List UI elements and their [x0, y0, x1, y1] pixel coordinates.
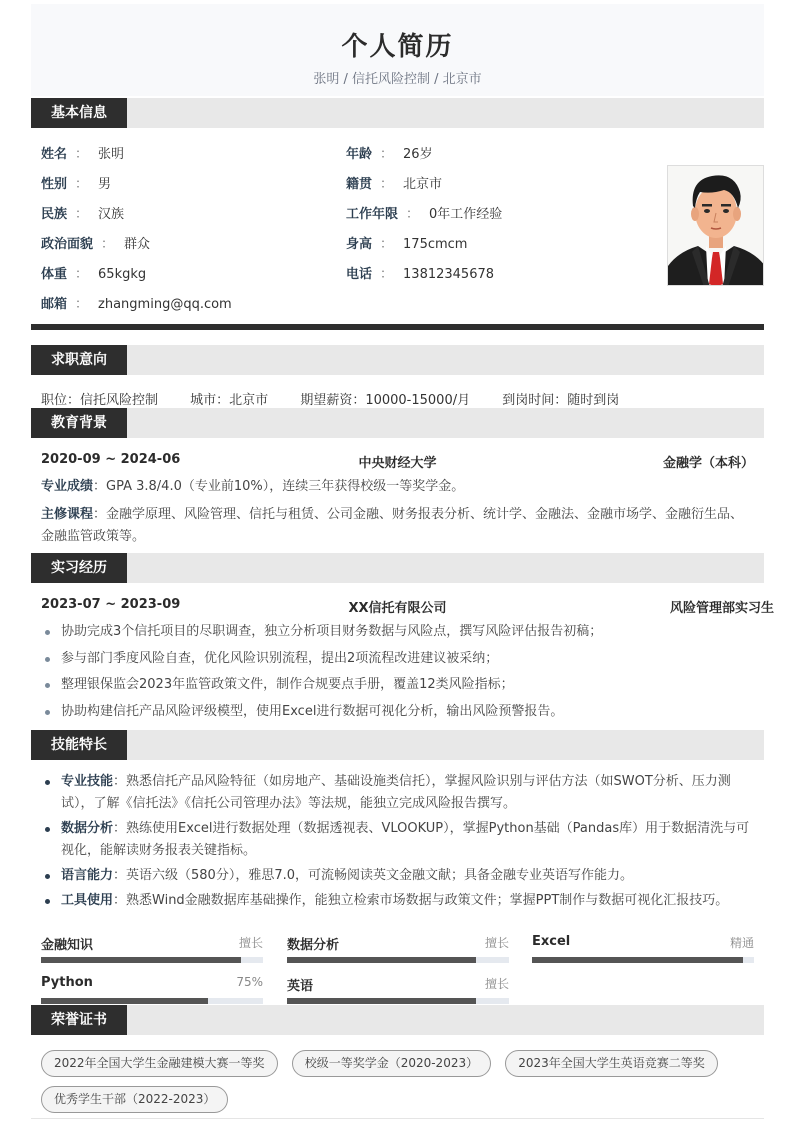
- skill-bar-fill: [287, 998, 476, 1004]
- skill-bar-track: [532, 957, 754, 963]
- skill-label: 专业技能: [61, 774, 114, 789]
- education-school: 中央财经大学: [358, 456, 437, 471]
- divider: [31, 324, 764, 330]
- section-title: 教育背景: [31, 408, 127, 438]
- skill-bar-name: 数据分析: [287, 938, 340, 953]
- list-item: [41, 771, 761, 815]
- section-header-honors: [31, 1005, 764, 1035]
- section-title: 基本信息: [31, 98, 127, 128]
- info-value: 北京市: [403, 177, 443, 192]
- skill-bar-level: 擅长: [484, 936, 509, 950]
- skill-text: ：熟练使用Excel进行数据处理（数据透视表、VLOOKUP），掌握Python基础（Pandas库）用于数据清洗与可视化，能解读财务报表关键指标。: [61, 821, 750, 858]
- list-item: 整理银保监会2023年监管政策文件，制作合规要点手册，覆盖12类风险指标；: [41, 674, 761, 696]
- skill-label: 语言能力: [61, 868, 114, 883]
- list-item: 参与部门季度风险自查，优化风险识别流程，提出2项流程改进建议被采纳；: [41, 648, 761, 670]
- info-label: 邮箱: [41, 297, 68, 312]
- section-header-internship: [31, 553, 764, 583]
- colon: ：: [75, 147, 89, 162]
- info-value: 男: [98, 177, 112, 192]
- info-value: 175cmcm: [403, 237, 468, 252]
- skill-bar-name: Excel: [532, 934, 571, 949]
- internship-role: 风险管理部实习生: [669, 601, 774, 616]
- skill-bar-fill: [287, 957, 476, 963]
- skill-bar-track: [287, 998, 509, 1004]
- info-email: [41, 293, 232, 312]
- info-weight: [41, 263, 146, 282]
- list-item: [41, 865, 761, 887]
- section-header-skills: [31, 730, 764, 760]
- info-label: 姓名: [41, 147, 68, 162]
- education-major: 金融学（本科）: [662, 456, 754, 471]
- skill-bar-level: 精通: [729, 936, 754, 950]
- courses-label: 主修课程: [41, 507, 94, 522]
- honor-badge: 校级一等奖学金（2020-2023）: [292, 1050, 491, 1077]
- skill-text: ：熟悉信托产品风险特征（如房地产、基础设施类信托），掌握风险识别与评估方法（如SWOT分析、压力测试），了解《信托法》《信托公司管理办法》等法规，能独立完成风险报告撰写。: [61, 774, 731, 811]
- info-age: [346, 143, 433, 162]
- info-hometown: [346, 173, 442, 192]
- colon: ：: [380, 267, 394, 282]
- skill-text: ：英语六级（580分），雅思7.0，可流畅阅读英文金融文献；具备金融专业英语写作能力。: [113, 868, 634, 883]
- skill-bar-level: 75%: [236, 975, 263, 989]
- colon: ：: [380, 147, 394, 162]
- info-label: 性别: [41, 177, 68, 192]
- colon: ：: [380, 237, 394, 252]
- colon: ：: [75, 177, 89, 192]
- colon: ：: [101, 237, 115, 252]
- list-item: 协助构建信托产品风险评级模型，使用Excel进行数据可视化分析，输出风险预警报告。: [41, 701, 761, 723]
- info-label: 身高: [346, 237, 373, 252]
- info-label: 民族: [41, 207, 68, 222]
- skill-bar-name: 金融知识: [41, 938, 94, 953]
- skill-bar-track: [287, 957, 509, 963]
- info-value: 26岁: [403, 147, 433, 162]
- education-courses: [41, 504, 756, 548]
- skill-bar-fill: [41, 998, 208, 1004]
- skill-label: 数据分析: [61, 821, 114, 836]
- honor-badge: 优秀学生干部（2022-2023）: [41, 1086, 228, 1113]
- info-phone: [346, 263, 494, 282]
- colon: ：: [75, 267, 89, 282]
- skill-bar-level: 擅长: [484, 977, 509, 991]
- profile-photo: [667, 165, 764, 286]
- info-value[interactable]: zhangming@qq.com: [98, 297, 232, 312]
- intent-salary: 期望薪资：10000-15000/月: [300, 393, 471, 408]
- info-height: [346, 233, 467, 252]
- skill-text: ：熟悉Wind金融数据库基础操作，能独立检索市场数据与政策文件；掌握PPT制作与数据可视化汇报技巧。: [113, 893, 729, 908]
- internship-period: 2023-07 ~ 2023-09: [41, 597, 181, 612]
- resume-header: [31, 4, 764, 96]
- info-gender: [41, 173, 111, 192]
- internship-bullets: [41, 621, 761, 727]
- info-political-status: [41, 233, 150, 252]
- section-header-basic-info: [31, 98, 764, 128]
- skill-bar-fill: [41, 957, 241, 963]
- gpa-label: 专业成绩: [41, 479, 94, 494]
- avatar-portrait-icon: [668, 166, 764, 286]
- page-subtitle: 张明 / 信托风险控制 / 北京市: [313, 72, 482, 87]
- info-name: [41, 143, 124, 162]
- skill-label: 工具使用: [61, 893, 114, 908]
- skill-bar-level: 擅长: [238, 936, 263, 950]
- colon: ：: [406, 207, 420, 222]
- info-value: 0年工作经验: [429, 207, 503, 222]
- list-item: 协助完成3个信托项目的尽职调查，独立分析项目财务数据与风险点，撰写风险评估报告初稿；: [41, 621, 761, 643]
- intent-city: 城市：北京市: [190, 393, 269, 408]
- section-title: 技能特长: [31, 730, 127, 760]
- colon: ：: [75, 297, 89, 312]
- honor-badge: 2023年全国大学生英语竞赛二等奖: [505, 1050, 718, 1077]
- honors-list: [41, 1050, 761, 1122]
- skill-bar-track: [41, 998, 263, 1004]
- section-title: 荣誉证书: [31, 1005, 127, 1035]
- intent-position: 职位：信托风险控制: [41, 393, 159, 408]
- info-value: 13812345678: [403, 267, 495, 282]
- skills-bullets: [41, 771, 761, 915]
- section-title: 求职意向: [31, 345, 127, 375]
- list-item: [41, 890, 761, 912]
- intent-availability: 到岗时间：随时到岗: [502, 393, 620, 408]
- info-value: 张明: [98, 147, 125, 162]
- info-ethnicity: [41, 203, 124, 222]
- internship-company: XX信托有限公司: [348, 601, 447, 616]
- section-header-education: [31, 408, 764, 438]
- info-value: 65kgkg: [98, 267, 147, 282]
- info-label: 年龄: [346, 147, 373, 162]
- gpa-text: ：GPA 3.8/4.0（专业前10%），连续三年获得校级一等奖学金。: [93, 479, 465, 494]
- section-header-job-intent: [31, 345, 764, 375]
- info-value: 汉族: [98, 207, 125, 222]
- skill-bar-fill: [532, 957, 743, 963]
- info-label: 工作年限: [346, 207, 399, 222]
- section-title: 实习经历: [31, 553, 127, 583]
- divider: [31, 1118, 764, 1119]
- skill-bar-name: 英语: [287, 979, 314, 994]
- list-item: [41, 818, 761, 862]
- info-label: 籍贯: [346, 177, 373, 192]
- skill-bar-name: Python: [41, 975, 93, 990]
- info-work-years: [346, 203, 502, 222]
- page-title: 个人简历: [341, 32, 454, 62]
- info-label: 体重: [41, 267, 68, 282]
- info-value: 群众: [124, 237, 151, 252]
- info-label: 电话: [346, 267, 373, 282]
- info-label: 政治面貌: [41, 237, 94, 252]
- colon: ：: [380, 177, 394, 192]
- colon: ：: [75, 207, 89, 222]
- courses-text: ：金融学原理、风险管理、信托与租赁、公司金融、财务报表分析、统计学、金融法、金融市场学、金融衍生品、金融监管政策等。: [41, 507, 744, 544]
- education-period: 2020-09 ~ 2024-06: [41, 452, 181, 467]
- job-intent-row: [41, 389, 647, 408]
- education-gpa: [41, 476, 756, 498]
- honor-badge: 2022年全国大学生金融建模大赛一等奖: [41, 1050, 278, 1077]
- skill-bar-track: [41, 957, 263, 963]
